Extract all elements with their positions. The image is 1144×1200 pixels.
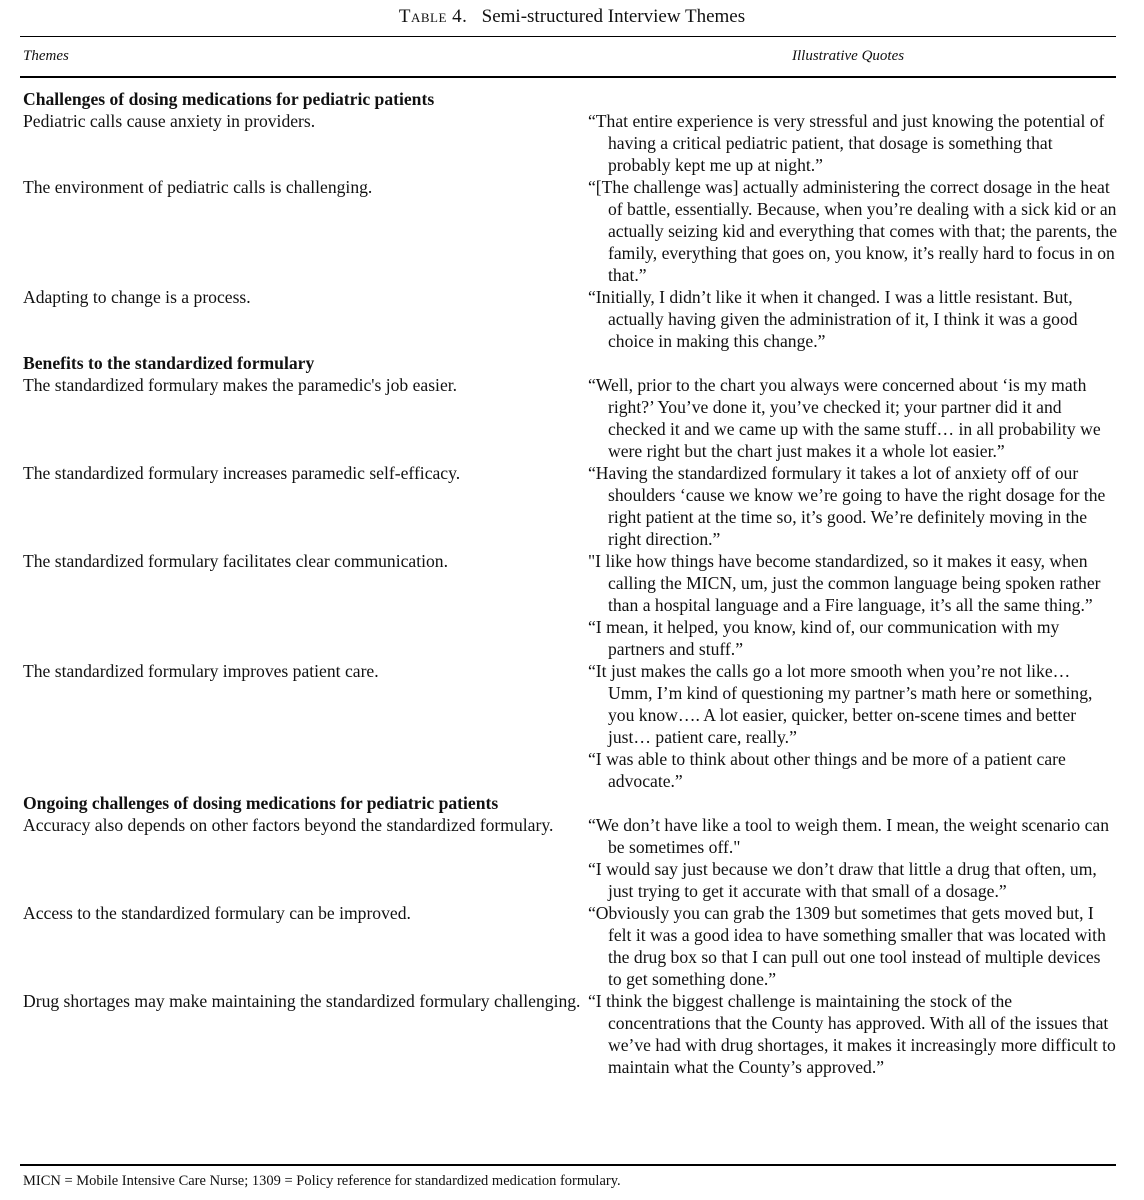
quotes-cell <box>588 286 1118 352</box>
theme-cell: The standardized formulary makes the paramedic's job easier. <box>23 375 458 395</box>
quotes-cell <box>588 462 1118 550</box>
quote: “It just makes the calls go a lot more smooth when you’re not like… Umm, I’m kind of questioning my partner’s math here or something, you know…. A lot easier, quicker, better on-scene times and better just… patient care, really.” <box>588 661 1093 747</box>
bottom-rule <box>20 1164 1116 1166</box>
quotes-cell <box>588 660 1118 792</box>
table-footnote: MICN = Mobile Intensive Care Nurse; 1309 = Policy reference for standardized medication formulary. <box>23 1173 621 1189</box>
theme-cell: The standardized formulary improves patient care. <box>23 661 379 681</box>
quote: "I like how things have become standardized, so it makes it easy, when calling the MICN, um, just the common language being spoken rather than a hospital language and a Fire language, it’s all the same thing.” <box>588 551 1101 615</box>
quote: “Well, prior to the chart you always were concerned about ‘is my math right?’ You’ve done it, you’ve checked it; your partner did it and checked it and we came up with the same stuff… in all probability we were right but the chart just makes it a whole lot easier.” <box>588 375 1101 461</box>
table-row <box>23 814 1118 902</box>
quote: “Having the standardized formulary it takes a lot of anxiety off of our shoulders ‘cause we know we’re going to have the right dosage for the right patient at the time so, it’s good. We’re definitely moving in the right direction.” <box>588 463 1106 549</box>
section-title: Challenges of dosing medications for pediatric patients <box>23 89 435 109</box>
table-row <box>23 660 1118 792</box>
quote: “I would say just because we don’t draw that little a drug that often, um, just trying to get it accurate with that small of a dosage.” <box>588 859 1097 901</box>
table-body <box>23 88 1118 1078</box>
theme-cell: Adapting to change is a process. <box>23 287 251 307</box>
table-row <box>23 462 1118 550</box>
header-rule <box>20 76 1116 78</box>
table-row <box>23 110 1118 176</box>
top-rule <box>20 36 1116 37</box>
theme-cell: Pediatric calls cause anxiety in providers. <box>23 111 316 131</box>
table-row <box>23 550 1118 660</box>
column-header-themes: Themes <box>23 48 69 64</box>
quote: “[The challenge was] actually administering the correct dosage in the heat of battle, essentially. Because, when you’re dealing with a sick kid or an actually seizing kid and everything that comes with that; the parents, the family, everything that goes on, you know, it’s really hard to focus in on that.” <box>588 177 1118 285</box>
quotes-cell <box>588 176 1118 286</box>
table-row <box>23 990 1118 1078</box>
table-row <box>23 902 1118 990</box>
column-header-quotes: Illustrative Quotes <box>792 48 905 64</box>
table-caption <box>0 4 1144 30</box>
quote: “I was able to think about other things and be more of a patient care advocate.” <box>588 749 1066 791</box>
theme-cell: Drug shortages may make maintaining the standardized formulary challenging. <box>23 991 581 1011</box>
quotes-cell <box>588 550 1118 660</box>
theme-cell: The standardized formulary increases paramedic self-efficacy. <box>23 463 461 483</box>
quote: “I think the biggest challenge is maintaining the stock of the concentrations that the County has approved. With all of the issues that we’ve had with drug shortages, it makes it increasingly more difficult to maintain what the County’s approved.” <box>588 991 1116 1077</box>
theme-cell: The environment of pediatric calls is challenging. <box>23 177 373 197</box>
table-row <box>23 374 1118 462</box>
quotes-cell <box>588 110 1118 176</box>
quote: “Obviously you can grab the 1309 but sometimes that gets moved but, I felt it was a good idea to have something smaller that was located with the drug box so that I can pull out one tool instead of multiple devices to get something done.” <box>588 903 1106 989</box>
quote: “I mean, it helped, you know, kind of, our communication with my partners and stuff.” <box>588 617 1060 659</box>
table-row <box>23 286 1118 352</box>
table-title: Semi-structured Interview Themes <box>481 6 746 27</box>
theme-cell: Accuracy also depends on other factors beyond the standardized formulary. <box>23 815 554 835</box>
section-title: Ongoing challenges of dosing medications for pediatric patients <box>23 793 499 813</box>
quotes-cell <box>588 814 1118 902</box>
theme-cell: The standardized formulary facilitates clear communication. <box>23 551 448 571</box>
quote: “We don’t have like a tool to weigh them. I mean, the weight scenario can be sometimes off." <box>588 815 1110 857</box>
quotes-cell <box>588 902 1118 990</box>
quotes-cell <box>588 374 1118 462</box>
table-number: Table 4. <box>398 6 468 27</box>
section-title: Benefits to the standardized formulary <box>23 353 315 373</box>
quote: “That entire experience is very stressful and just knowing the potential of having a critical pediatric patient, that dosage is something that probably kept me up at night.” <box>588 111 1105 175</box>
quote: “Initially, I didn’t like it when it changed. I was a little resistant. But, actually having given the administration of it, I think it was a good choice in making this change.” <box>588 287 1078 351</box>
table-row <box>23 176 1118 286</box>
quotes-cell <box>588 990 1118 1078</box>
theme-cell: Access to the standardized formulary can be improved. <box>23 903 411 923</box>
